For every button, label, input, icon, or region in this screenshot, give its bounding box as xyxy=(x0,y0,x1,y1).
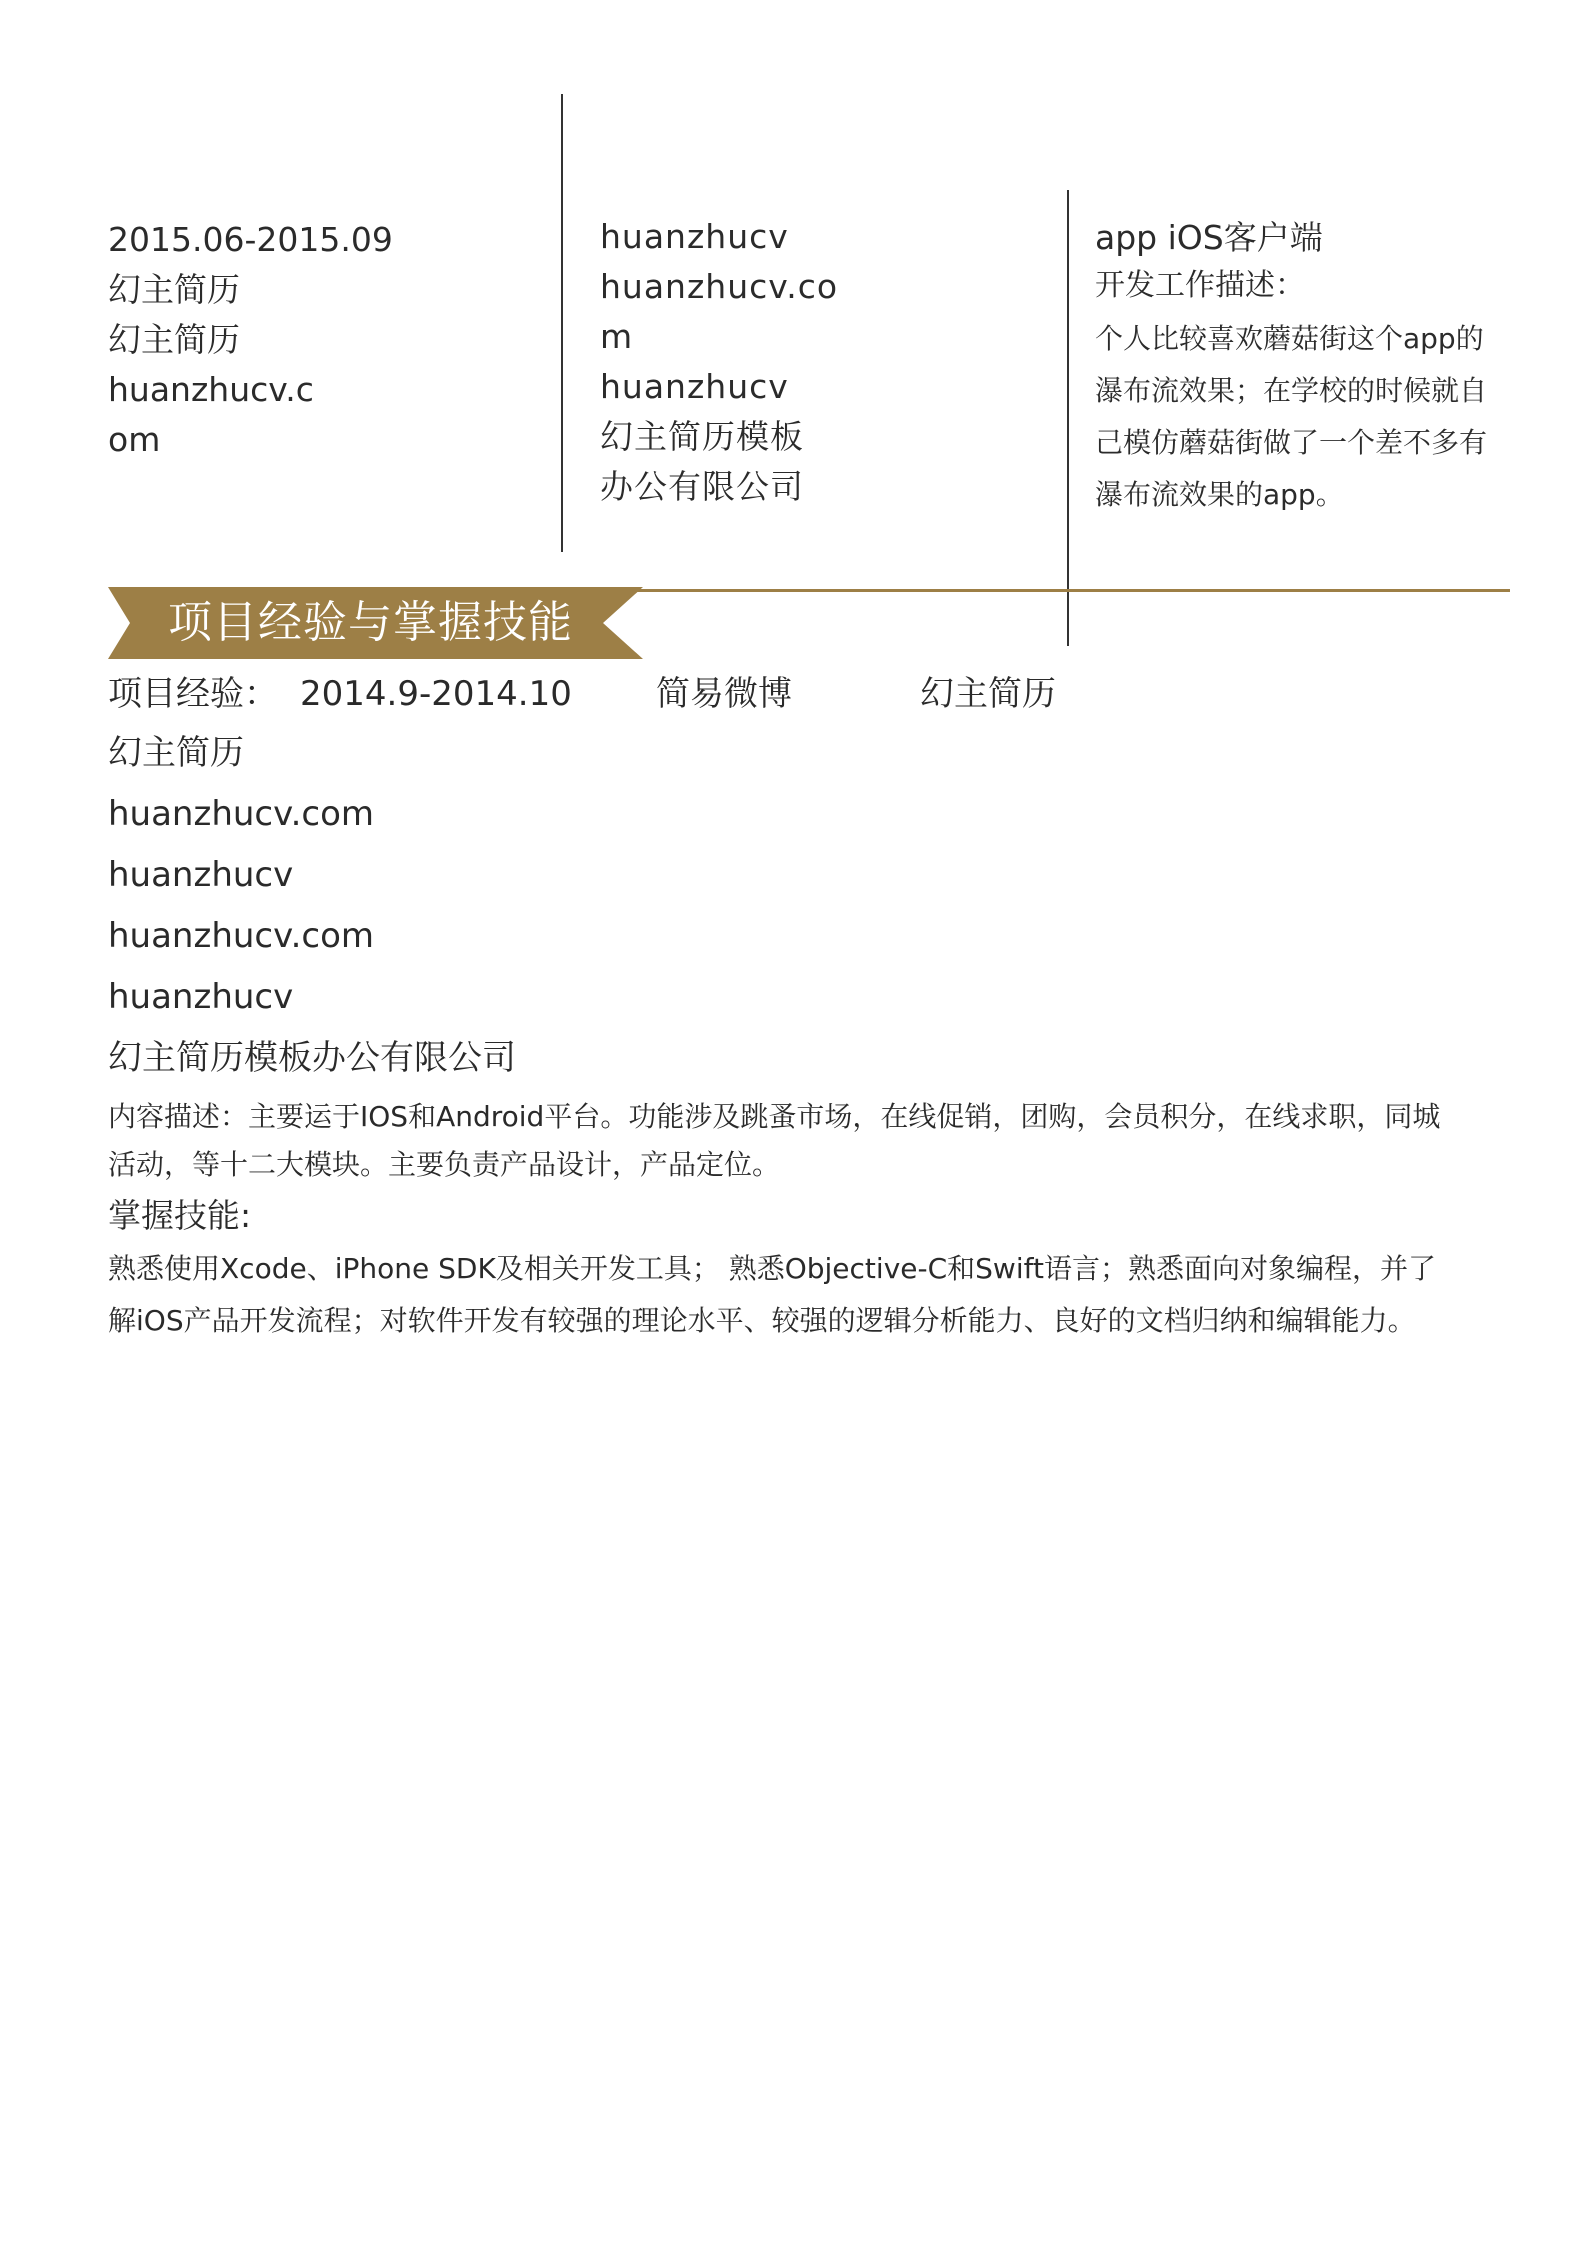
work-mid-line-1: huanzhucv xyxy=(600,217,789,256)
project-line-2: huanzhucv.com xyxy=(108,794,375,834)
project-line-6: 幻主简历模板办公有限公司 xyxy=(108,1038,516,1078)
section-title: 项目经验与掌握技能 xyxy=(168,597,573,648)
project-line-5: huanzhucv xyxy=(108,977,294,1017)
project-line-1: 幻主简历 xyxy=(108,733,244,773)
section-rule xyxy=(560,589,1510,592)
work-company: 幻主简历 xyxy=(108,270,240,309)
project-label: 项目经验： xyxy=(108,674,278,714)
work-mid-line-3: m xyxy=(600,317,634,356)
work-column-right xyxy=(1095,213,1495,521)
work-description: 个人比较喜欢蘑菇街这个app的瀑布流效果；在学校的时候就自己模仿蘑菇街做了一个差不多有瀑布流效果的app。 xyxy=(1095,322,1488,511)
work-mid-line-4: huanzhucv xyxy=(600,367,789,406)
project-header xyxy=(108,665,1508,723)
work-website-part1: huanzhucv.c xyxy=(108,370,314,409)
project-line-4: huanzhucv.com xyxy=(108,916,375,956)
project-company: 幻主简历 xyxy=(920,674,1056,714)
work-website-part2: om xyxy=(108,420,161,459)
column-divider-1 xyxy=(561,94,563,552)
project-date: 2014.9-2014.10 xyxy=(300,674,572,714)
project-section xyxy=(108,665,1508,1347)
work-column-middle xyxy=(600,212,838,512)
skills-title: 掌握技能: xyxy=(108,1196,252,1235)
column-divider-2 xyxy=(1067,190,1069,646)
work-description-label: 开发工作描述： xyxy=(1095,268,1305,303)
section-banner xyxy=(108,587,643,659)
project-name: 简易微博 xyxy=(656,674,792,714)
project-description: 内容描述：主要运于IOS和Android平台。功能涉及跳蚤市场，在线促销，团购，会员积分，在线求职，同城活动，等十二大模块。主要负责产品设计，产品定位。 xyxy=(108,1100,1441,1181)
project-line-3: huanzhucv xyxy=(108,855,294,895)
work-project-title: app iOS客户端 xyxy=(1095,218,1323,257)
work-mid-line-2: huanzhucv.co xyxy=(600,267,839,306)
work-column-left xyxy=(108,215,393,465)
work-period: 2015.06-2015.09 xyxy=(108,220,393,259)
work-mid-line-5: 幻主简历模板 xyxy=(600,417,804,456)
work-department: 幻主简历 xyxy=(108,320,240,359)
work-mid-line-6: 办公有限公司 xyxy=(600,467,804,506)
skills-text: 熟悉使用Xcode、iPhone SDK及相关开发工具； 熟悉Objective-C和Swift语言；熟悉面向对象编程，并了解iOS产品开发流程；对软件开发有较强的理论水平、较强的逻辑分析能力、良好的文档归纳和编辑能力。 xyxy=(108,1252,1436,1337)
